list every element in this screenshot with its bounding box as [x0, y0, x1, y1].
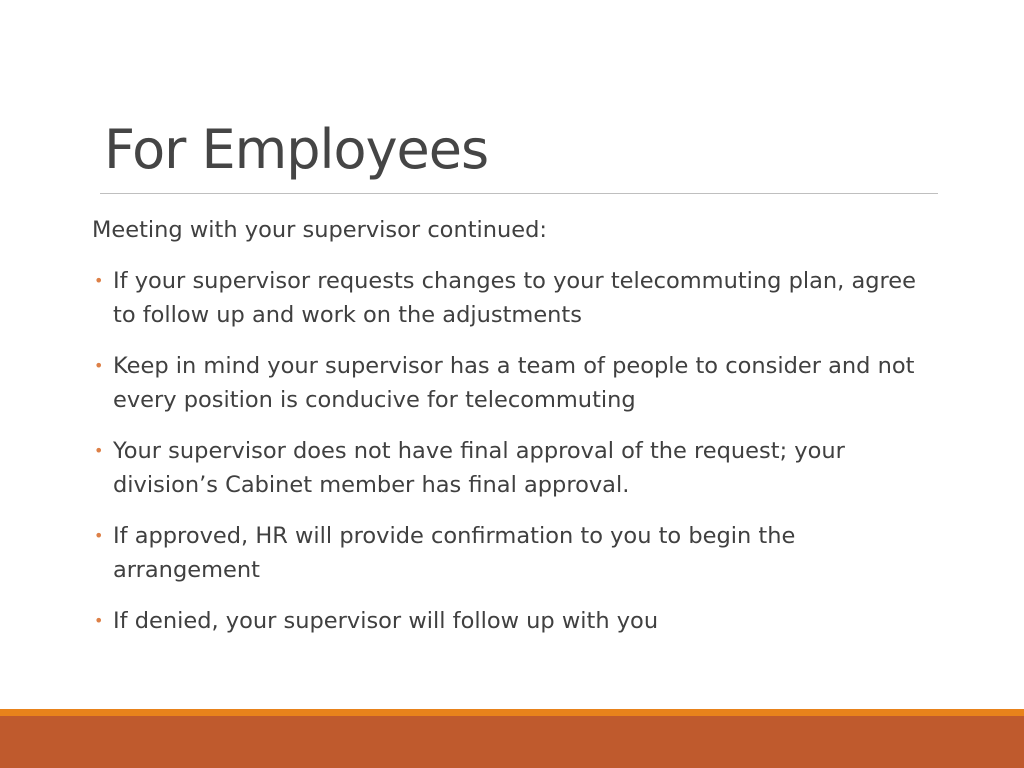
bullet-dot-icon: •: [94, 271, 104, 290]
bullet-text: If your supervisor requests changes to your telecommuting plan, agree to follow up and work on the adjustments: [113, 268, 916, 328]
slide-title: For Employees: [104, 118, 489, 181]
bullet-text: Your supervisor does not have final approval of the request; your division’s Cabinet member has final approval.: [113, 438, 845, 498]
bullet-dot-icon: •: [94, 526, 104, 545]
footer-band: [0, 716, 1024, 768]
title-divider: [100, 193, 938, 194]
bullet-item: [92, 264, 942, 332]
bullet-item: [92, 434, 942, 502]
bullet-text: If denied, your supervisor will follow up with you: [113, 608, 659, 634]
bullet-item: [92, 519, 942, 587]
slide-body: [92, 213, 942, 655]
bullet-dot-icon: •: [94, 611, 104, 630]
intro-text: Meeting with your supervisor continued:: [92, 217, 548, 243]
footer-accent-stripe: [0, 709, 1024, 716]
bullet-text: Keep in mind your supervisor has a team of people to consider and not every position is conducive for telecommuting: [113, 353, 915, 413]
bullet-text: If approved, HR will provide confirmation to you to begin the arrangement: [113, 523, 796, 583]
bullet-dot-icon: •: [94, 441, 104, 460]
bullet-list: [92, 264, 942, 638]
bullet-item: [92, 349, 942, 417]
bullet-item: [92, 604, 942, 638]
bullet-dot-icon: •: [94, 356, 104, 375]
